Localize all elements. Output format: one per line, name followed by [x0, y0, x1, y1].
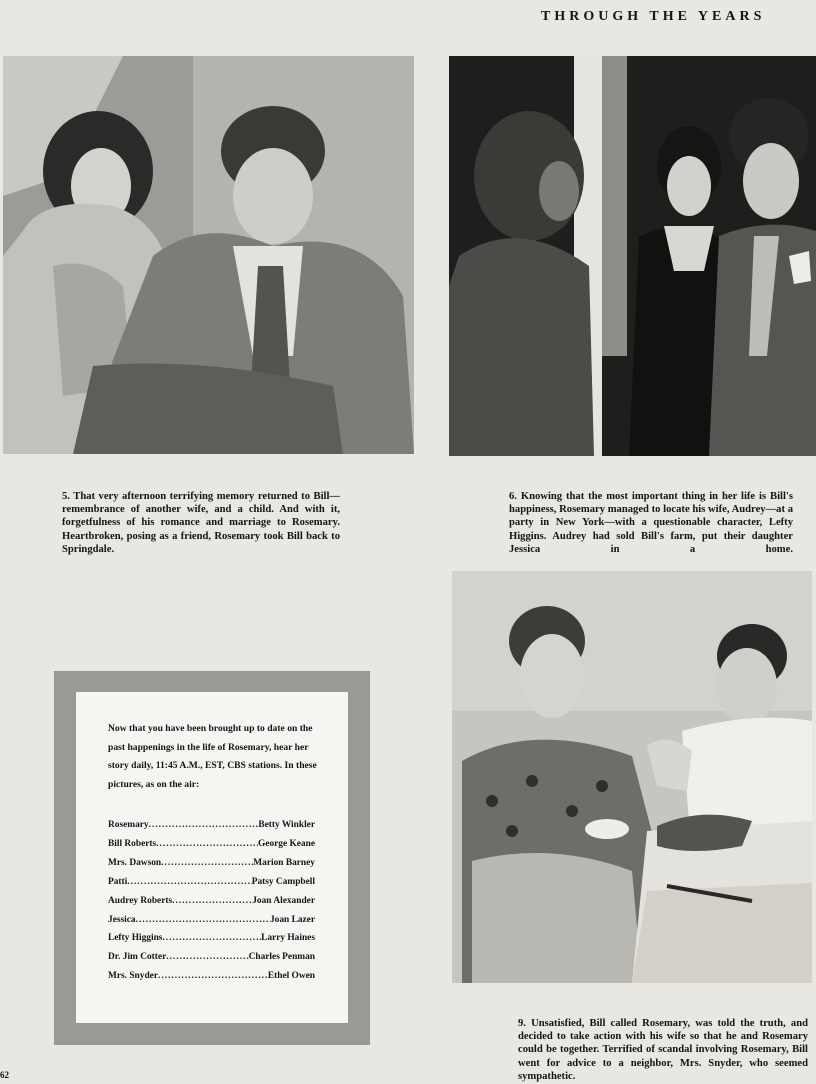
cast-role: Jessica — [108, 914, 136, 925]
cast-row — [108, 948, 315, 967]
cast-row — [108, 873, 315, 892]
cast-role: Rosemary — [108, 820, 149, 830]
cast-role: Audrey Roberts — [108, 895, 173, 906]
cast-role: Mrs. Dawson — [108, 857, 162, 868]
cast-role: Lefty Higgins — [108, 933, 163, 944]
photo-bill-and-rosemary — [3, 56, 414, 454]
cast-actor: Joan Lazer — [269, 914, 315, 925]
cast-actor: Charles Penman — [248, 952, 315, 963]
cast-intro: Now that you have been brought up to date on the past happenings in the life of Rosemary, hear her story daily, 11:45 A.M., EST, CBS stations. In these pictures, as on the air: — [108, 723, 317, 790]
cast-role: Patti — [108, 876, 128, 887]
cast-actor: George Keane — [257, 838, 315, 849]
cast-list — [108, 816, 315, 986]
cast-role: Dr. Jim Cotter — [108, 952, 167, 963]
cast-role: Mrs. Snyder — [108, 971, 158, 982]
photo-party-in-new-york — [449, 56, 816, 456]
cast-actor: Joan Alexander — [252, 895, 315, 906]
cast-row — [108, 911, 315, 930]
cast-actor: Larry Haines — [261, 933, 315, 944]
cast-actor: Marion Barney — [253, 857, 315, 868]
cast-row — [108, 816, 315, 835]
cast-row — [108, 854, 315, 873]
caption-9: 9. Unsatisfied, Bill called Rosemary, was told the truth, and decided to take action with his wife so that he and Rosemary could be together. Terrified of scandal involving Rosemary, Bill went for advice to a neighbor, Mrs. Snyder, who seemed sympathetic. — [518, 1017, 808, 1083]
cast-role: Bill Roberts — [108, 838, 157, 849]
photo-mrs-snyder-and-bill — [452, 571, 812, 983]
cast-row — [108, 967, 315, 986]
cast-row — [108, 892, 315, 911]
cast-row — [108, 929, 315, 948]
caption-6: 6. Knowing that the most important thing in her life is Bill's happiness, Rosemary managed to locate his wife, Audrey—at a party in New York—with a questionable character, Lefty Higgins. Audrey had sold Bill's farm, put their daughter Jessica in a home. — [509, 490, 793, 556]
running-header: THROUGH THE YEARS — [541, 9, 766, 24]
cast-actor: Betty Winkler — [258, 820, 315, 830]
cast-actor: Ethel Owen — [267, 971, 315, 982]
cast-actor: Patsy Campbell — [251, 876, 315, 887]
page-number: 62 — [0, 1070, 9, 1080]
caption-5: 5. That very afternoon terrifying memory returned to Bill—remembrance of another wife, and a child. And with it, forgetfulness of his romance and marriage to Rosemary. Heartbroken, posing as a friend, Rosemary took Bill back to Springdale. — [62, 490, 340, 556]
cast-row — [108, 835, 315, 854]
